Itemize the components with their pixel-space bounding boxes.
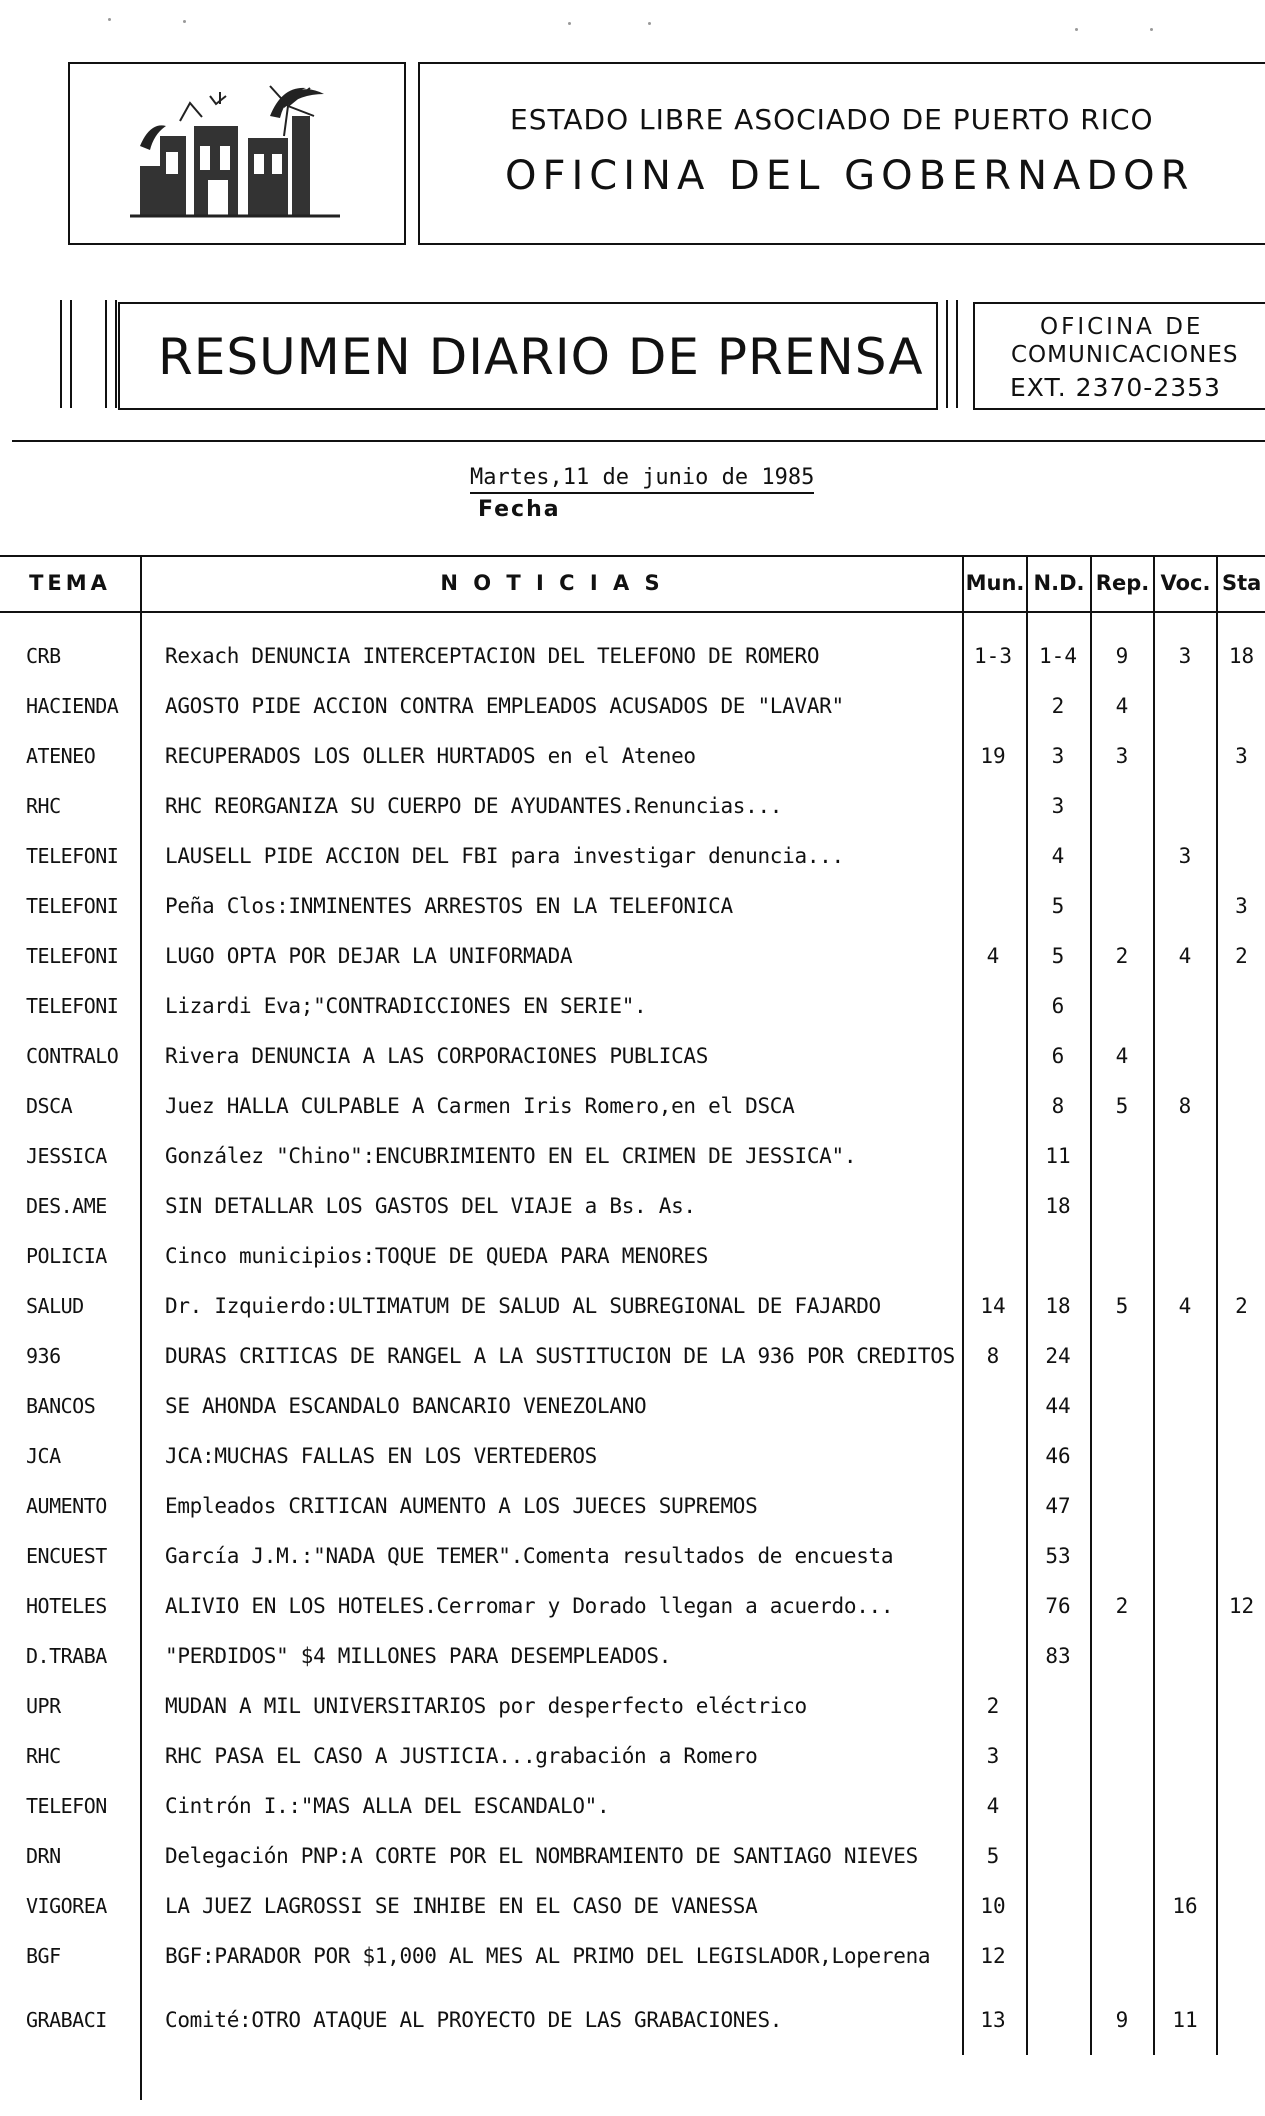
row-mun-page: 10 (980, 1894, 1006, 1918)
table-row (0, 1881, 1265, 1931)
row-headline: Lizardi Eva;"CONTRADICCIONES EN SERIE". (165, 994, 647, 1018)
row-sta-page (1218, 1731, 1265, 1781)
row-nd-page (1028, 1681, 1088, 1731)
banner-title: RESUMEN DIARIO DE PRENSA (158, 328, 924, 386)
table-row (0, 731, 1265, 781)
row-mun-page (962, 681, 1024, 731)
row-topic: JESSICA (26, 1144, 107, 1168)
row-rep-page (1092, 1181, 1152, 1231)
row-rep-page (1092, 781, 1152, 831)
row-headline: JCA:MUCHAS FALLAS EN LOS VERTEDEROS (165, 1444, 598, 1468)
row-headline: Rivera DENUNCIA A LAS CORPORACIONES PUBLICAS (165, 1044, 709, 1068)
row-topic: UPR (26, 1694, 61, 1718)
row-mun-page: 8 (986, 1344, 1000, 1368)
table-row (0, 781, 1265, 831)
table-row (0, 1931, 1265, 1981)
row-voc-page (1155, 1131, 1215, 1181)
row-headline: Delegación PNP:A CORTE POR EL NOMBRAMIENTO DE SANTIAGO NIEVES (165, 1844, 918, 1868)
row-headline: Rexach DENUNCIA INTERCEPTACION DEL TELEFONO DE ROMERO (165, 644, 820, 668)
table-row (0, 1681, 1265, 1731)
row-headline: Comité:OTRO ATAQUE AL PROYECTO DE LAS GRABACIONES. (165, 2008, 783, 2032)
news-table (0, 555, 1265, 2116)
row-nd-page (1028, 1781, 1088, 1831)
table-row (0, 981, 1265, 1031)
row-nd-page: 5 (1051, 894, 1065, 918)
row-sta-page (1218, 1995, 1265, 2045)
row-headline: MUDAN A MIL UNIVERSITARIOS por desperfecto eléctrico (165, 1694, 807, 1718)
table-row (0, 631, 1265, 681)
row-topic: DES.AME (26, 1194, 107, 1218)
row-voc-page (1155, 731, 1215, 781)
table-row (0, 1631, 1265, 1681)
row-headline: RHC PASA EL CASO A JUSTICIA...grabación a Romero (165, 1744, 758, 1768)
office-line-1: OFICINA DE (1040, 314, 1204, 340)
row-topic: DRN (26, 1844, 61, 1868)
row-rep-page: 3 (1115, 744, 1129, 768)
row-sta-page (1218, 1681, 1265, 1731)
row-voc-page (1155, 1681, 1215, 1731)
table-row (0, 1331, 1265, 1381)
row-topic: TELEFONI (26, 894, 119, 918)
row-mun-page (962, 781, 1024, 831)
row-rep-page: 4 (1115, 694, 1129, 718)
table-row (0, 681, 1265, 731)
row-topic: BANCOS (26, 1394, 96, 1418)
row-rep-page (1092, 1381, 1152, 1431)
row-sta-page: 2 (1235, 944, 1248, 968)
row-voc-page (1155, 1531, 1215, 1581)
table-row (0, 1581, 1265, 1631)
row-headline: RHC REORGANIZA SU CUERPO DE AYUDANTES.Renuncias... (165, 794, 783, 818)
row-topic: RHC (26, 794, 61, 818)
row-headline: AGOSTO PIDE ACCION CONTRA EMPLEADOS ACUSADOS DE "LAVAR" (165, 694, 844, 718)
row-mun-page (962, 1431, 1024, 1481)
table-row (0, 1731, 1265, 1781)
row-voc-page (1155, 1931, 1215, 1981)
row-nd-page: 6 (1051, 1044, 1065, 1068)
row-sta-page (1218, 781, 1265, 831)
table-row (0, 1781, 1265, 1831)
row-headline: Peña Clos:INMINENTES ARRESTOS EN LA TELEFONICA (165, 894, 733, 918)
row-sta-page: 12 (1228, 1594, 1255, 1618)
row-mun-page: 4 (986, 944, 1000, 968)
row-rep-page (1092, 1331, 1152, 1381)
table-row (0, 1995, 1265, 2045)
row-topic: TELEFONI (26, 994, 119, 1018)
row-headline: DURAS CRITICAS DE RANGEL A LA SUSTITUCION DE LA 936 POR CREDITOS (165, 1344, 955, 1368)
row-headline: RECUPERADOS LOS OLLER HURTADOS en el Ateneo (165, 744, 696, 768)
header-separator (12, 440, 1265, 442)
row-nd-page: 5 (1051, 944, 1065, 968)
row-mun-page (962, 1081, 1024, 1131)
row-voc-page: 3 (1178, 844, 1192, 868)
table-row (0, 1281, 1265, 1331)
row-headline: LUGO OPTA POR DEJAR LA UNIFORMADA (165, 944, 573, 968)
row-sta-page (1218, 1381, 1265, 1431)
row-voc-page (1155, 981, 1215, 1031)
logo-box (68, 62, 406, 245)
row-mun-page (962, 1231, 1024, 1281)
row-topic: HOTELES (26, 1594, 107, 1618)
row-headline: González "Chino":ENCUBRIMIENTO EN EL CRIMEN DE JESSICA". (165, 1144, 857, 1168)
row-mun-page: 5 (986, 1844, 1000, 1868)
row-voc-page (1155, 1581, 1215, 1631)
row-voc-page: 3 (1178, 644, 1192, 668)
row-rep-page (1092, 881, 1152, 931)
row-voc-page: 4 (1178, 944, 1192, 968)
row-rep-page: 2 (1115, 944, 1129, 968)
table-row (0, 881, 1265, 931)
row-topic: CRB (26, 644, 61, 668)
row-voc-page (1155, 681, 1215, 731)
row-nd-page (1028, 1731, 1088, 1781)
row-sta-page (1218, 1831, 1265, 1881)
row-sta-page (1218, 1881, 1265, 1931)
banner-rule (60, 300, 62, 408)
table-row (0, 1181, 1265, 1231)
row-nd-page (1028, 1931, 1088, 1981)
row-rep-page (1092, 1731, 1152, 1781)
row-nd-page: 1-4 (1039, 644, 1077, 668)
row-rep-page (1092, 1831, 1152, 1881)
row-rep-page: 9 (1115, 644, 1129, 668)
table-row (0, 1381, 1265, 1431)
row-sta-page: 3 (1235, 894, 1248, 918)
row-headline: LA JUEZ LAGROSSI SE INHIBE EN EL CASO DE VANESSA (165, 1894, 758, 1918)
row-nd-page: 4 (1051, 844, 1065, 868)
row-headline: García J.M.:"NADA QUE TEMER".Comenta resultados de encuesta (165, 1544, 894, 1568)
row-mun-page (962, 1031, 1024, 1081)
table-row (0, 1481, 1265, 1531)
row-headline: Empleados CRITICAN AUMENTO A LOS JUECES SUPREMOS (165, 1494, 758, 1518)
office-name: OFICINA DEL GOBERNADOR (505, 153, 1195, 199)
row-voc-page (1155, 1431, 1215, 1481)
row-sta-page (1218, 1781, 1265, 1831)
row-rep-page (1092, 981, 1152, 1031)
table-header-rule (0, 611, 1265, 613)
row-nd-page: 8 (1051, 1094, 1065, 1118)
row-sta-page (1218, 1181, 1265, 1231)
row-nd-page: 44 (1045, 1394, 1071, 1418)
row-nd-page: 11 (1045, 1144, 1071, 1168)
table-row (0, 1431, 1265, 1481)
row-voc-page: 8 (1178, 1094, 1192, 1118)
row-voc-page (1155, 1031, 1215, 1081)
row-mun-page (962, 1181, 1024, 1231)
row-voc-page (1155, 1481, 1215, 1531)
row-voc-page (1155, 1181, 1215, 1231)
row-rep-page (1092, 1931, 1152, 1981)
row-rep-page (1092, 1531, 1152, 1581)
row-topic: AUMENTO (26, 1494, 107, 1518)
row-sta-page (1218, 1331, 1265, 1381)
row-voc-page (1155, 1831, 1215, 1881)
row-mun-page (962, 1531, 1024, 1581)
row-nd-page: 83 (1045, 1644, 1071, 1668)
row-headline: Cinco municipios:TOQUE DE QUEDA PARA MENORES (165, 1244, 709, 1268)
row-sta-page (1218, 981, 1265, 1031)
row-voc-page (1155, 1231, 1215, 1281)
row-nd-page: 18 (1045, 1194, 1071, 1218)
row-nd-page: 76 (1045, 1594, 1071, 1618)
row-topic: D.TRABA (26, 1644, 107, 1668)
row-topic: VIGOREA (26, 1894, 107, 1918)
office-line-2: COMUNICACIONES (1011, 342, 1239, 368)
row-nd-page: 2 (1051, 694, 1065, 718)
row-rep-page (1092, 1231, 1152, 1281)
row-topic: SALUD (26, 1294, 84, 1318)
government-name: ESTADO LIBRE ASOCIADO DE PUERTO RICO (510, 103, 1154, 136)
table-row (0, 1531, 1265, 1581)
row-voc-page (1155, 1781, 1215, 1831)
row-nd-page (1028, 1231, 1088, 1281)
row-topic: DSCA (26, 1094, 73, 1118)
row-headline: SE AHONDA ESCANDALO BANCARIO VENEZOLANO (165, 1394, 647, 1418)
row-mun-page (962, 1131, 1024, 1181)
table-row (0, 931, 1265, 981)
row-topic: RHC (26, 1744, 61, 1768)
row-topic: ATENEO (26, 744, 96, 768)
row-topic: TELEFONI (26, 944, 119, 968)
row-voc-page (1155, 1331, 1215, 1381)
row-topic: GRABACI (26, 2008, 107, 2032)
date-label: Fecha (478, 497, 561, 522)
row-nd-page: 3 (1051, 794, 1065, 818)
table-row (0, 1031, 1265, 1081)
row-rep-page (1092, 831, 1152, 881)
row-rep-page (1092, 1431, 1152, 1481)
row-voc-page (1155, 881, 1215, 931)
row-mun-page: 13 (980, 2008, 1006, 2032)
row-mun-page (962, 831, 1024, 881)
row-rep-page (1092, 1781, 1152, 1831)
row-nd-page: 6 (1051, 994, 1065, 1018)
row-headline: Juez HALLA CULPABLE A Carmen Iris Romero,en el DSCA (165, 1094, 795, 1118)
row-mun-page: 2 (986, 1694, 1000, 1718)
row-rep-page (1092, 1681, 1152, 1731)
row-topic: TELEFON (26, 1794, 107, 1818)
row-mun-page: 12 (980, 1944, 1006, 1968)
row-headline: ALIVIO EN LOS HOTELES.Cerromar y Dorado llegan a acuerdo... (165, 1594, 894, 1618)
row-mun-page: 19 (980, 744, 1006, 768)
row-voc-page: 4 (1178, 1294, 1192, 1318)
column-header-sta: Sta (1222, 571, 1262, 595)
row-voc-page (1155, 1731, 1215, 1781)
column-header-voc: Voc. (1160, 571, 1211, 595)
row-sta-page (1218, 1081, 1265, 1131)
row-rep-page (1092, 1481, 1152, 1531)
row-headline: SIN DETALLAR LOS GASTOS DEL VIAJE a Bs. As. (165, 1194, 696, 1218)
row-voc-page (1155, 1631, 1215, 1681)
row-sta-page (1218, 1531, 1265, 1581)
row-mun-page (962, 1481, 1024, 1531)
row-mun-page: 3 (986, 1744, 1000, 1768)
banner-rule (70, 300, 72, 408)
row-nd-page (1028, 1881, 1088, 1931)
banner-rule (115, 300, 117, 408)
row-voc-page (1155, 781, 1215, 831)
column-header-noticias: N O T I C I A S (440, 571, 664, 595)
row-sta-page (1218, 1231, 1265, 1281)
row-nd-page: 3 (1051, 744, 1065, 768)
row-sta-page (1218, 1481, 1265, 1531)
row-nd-page: 47 (1045, 1494, 1071, 1518)
row-rep-page: 4 (1115, 1044, 1129, 1068)
row-rep-page: 5 (1115, 1294, 1129, 1318)
row-rep-page: 9 (1115, 2008, 1129, 2032)
row-headline: LAUSELL PIDE ACCION DEL FBI para investigar denuncia... (165, 844, 844, 868)
row-mun-page: 4 (986, 1794, 1000, 1818)
row-topic: 936 (26, 1344, 61, 1368)
row-sta-page (1218, 1031, 1265, 1081)
row-topic: ENCUEST (26, 1544, 107, 1568)
row-sta-page (1218, 1131, 1265, 1181)
row-headline: "PERDIDOS" $4 MILLONES PARA DESEMPLEADOS. (165, 1644, 672, 1668)
row-mun-page (962, 1581, 1024, 1631)
column-header-tema: TEMA (29, 571, 111, 595)
row-sta-page (1218, 831, 1265, 881)
row-topic: HACIENDA (26, 694, 119, 718)
row-sta-page: 3 (1235, 744, 1248, 768)
row-nd-page: 24 (1045, 1344, 1071, 1368)
table-row (0, 831, 1265, 881)
row-mun-page: 1-3 (974, 644, 1012, 668)
row-topic: TELEFONI (26, 844, 119, 868)
row-headline: Cintrón I.:"MAS ALLA DEL ESCANDALO". (165, 1794, 610, 1818)
row-rep-page (1092, 1881, 1152, 1931)
report-date: Martes,11 de junio de 1985 (470, 465, 814, 494)
table-row (0, 1131, 1265, 1181)
row-sta-page (1218, 1431, 1265, 1481)
row-topic: JCA (26, 1444, 61, 1468)
row-mun-page: 14 (980, 1294, 1006, 1318)
row-headline: Dr. Izquierdo:ULTIMATUM DE SALUD AL SUBREGIONAL DE FAJARDO (165, 1294, 881, 1318)
row-voc-page (1155, 1381, 1215, 1431)
row-topic: BGF (26, 1944, 61, 1968)
row-mun-page (962, 981, 1024, 1031)
row-voc-page: 11 (1172, 2008, 1198, 2032)
column-header-rep: Rep. (1095, 571, 1150, 595)
row-voc-page: 16 (1172, 1894, 1198, 1918)
row-sta-page: 18 (1228, 644, 1255, 668)
row-sta-page (1218, 1931, 1265, 1981)
row-nd-page: 46 (1045, 1444, 1071, 1468)
office-extension: EXT. 2370-2353 (1010, 373, 1221, 402)
table-row (0, 1831, 1265, 1881)
row-sta-page (1218, 1631, 1265, 1681)
row-nd-page: 53 (1045, 1544, 1071, 1568)
column-header-mun: Mun. (965, 571, 1025, 595)
row-nd-page: 18 (1045, 1294, 1071, 1318)
row-nd-page (1028, 1995, 1088, 2045)
row-mun-page (962, 881, 1024, 931)
table-row (0, 1081, 1265, 1131)
banner-rule (956, 300, 958, 408)
row-topic: POLICIA (26, 1244, 107, 1268)
banner-rule (946, 300, 948, 408)
row-topic: CONTRALO (26, 1044, 119, 1068)
row-sta-page: 2 (1235, 1294, 1248, 1318)
row-mun-page (962, 1631, 1024, 1681)
table-row (0, 1231, 1265, 1281)
row-rep-page: 2 (1115, 1594, 1129, 1618)
column-header-nd: N.D. (1033, 571, 1085, 595)
row-rep-page (1092, 1131, 1152, 1181)
banner-rule (105, 300, 107, 408)
row-rep-page: 5 (1115, 1094, 1129, 1118)
governor-mansion-illustration (120, 76, 350, 226)
row-sta-page (1218, 681, 1265, 731)
row-nd-page (1028, 1831, 1088, 1881)
row-rep-page (1092, 1631, 1152, 1681)
row-headline: BGF:PARADOR POR $1,000 AL MES AL PRIMO DEL LEGISLADOR,Loperena (165, 1944, 931, 1968)
row-mun-page (962, 1381, 1024, 1431)
